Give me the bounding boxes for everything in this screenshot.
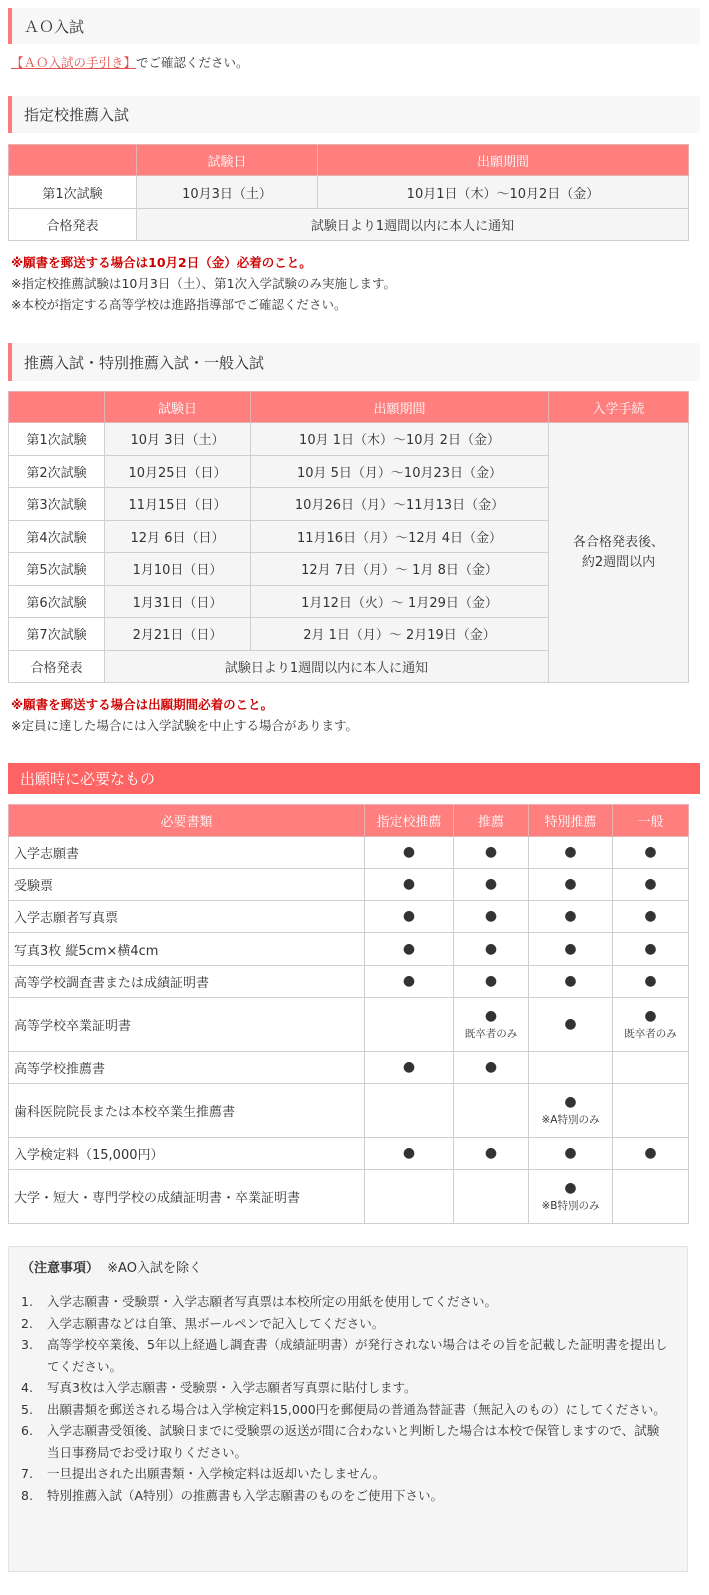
- list-text: 出願書類を郵送される場合は入学検定料15,000円を郵便局の普通為替証書（無記入のもの）にしてください。: [47, 1401, 666, 1417]
- requirement-cell: [529, 933, 613, 966]
- required-mark: ●: [564, 940, 577, 957]
- application-period: 12月 7日（月）〜 1月 8日（金）: [251, 553, 549, 586]
- list-item: [21, 1313, 671, 1335]
- shitei-notes: [11, 252, 396, 315]
- procedure-text: 約2週間以内: [581, 554, 656, 570]
- warning-note: ※願書を郵送する場合は10月2日（金）必着のこと。: [11, 255, 312, 270]
- required-mark: ●: [644, 1007, 657, 1024]
- row-label: 合格発表: [9, 650, 105, 683]
- heading-text: 出願時に必要なもの: [20, 770, 156, 788]
- requirement-cell: [454, 869, 529, 901]
- section-heading-shitei: [8, 96, 700, 133]
- requirement-cell: [613, 933, 689, 966]
- required-mark: ●: [644, 844, 657, 860]
- document-name: 歯科医院院長または本校卒業生推薦書: [9, 1084, 365, 1138]
- table-header-row: [9, 392, 689, 423]
- announcement-text: 試験日より1週間以内に本人に通知: [105, 650, 549, 683]
- requirement-cell: [613, 869, 689, 901]
- table-row: [9, 966, 689, 998]
- requirement-cell: [529, 901, 613, 933]
- exam-date: 11月15日（日）: [105, 488, 251, 521]
- list-number: 7.: [21, 1466, 33, 1481]
- list-number: 2.: [21, 1315, 33, 1331]
- exam-date: 2月21日（日）: [105, 618, 251, 651]
- exam-date: 1月31日（日）: [105, 585, 251, 618]
- required-mark: ●: [644, 973, 657, 989]
- row-label: 第1次試験: [9, 423, 105, 456]
- row-label: 第1次試験: [9, 176, 137, 209]
- application-period: 10月 5日（月）〜10月23日（金）: [251, 455, 549, 488]
- section-heading-general: [8, 343, 700, 381]
- heading-text: 指定校推薦入試: [24, 106, 130, 124]
- required-mark: ●: [644, 908, 657, 924]
- table-row: [9, 176, 689, 209]
- required-mark: ●: [484, 940, 498, 957]
- document-name: 写真3枚 縦5cm×横4cm: [9, 933, 365, 966]
- row-label: 第4次試験: [9, 520, 105, 553]
- required-mark: ●: [564, 1145, 577, 1161]
- list-text: 特別推薦入試（A特別）の推薦書も入学志願書のものをご使用下さい。: [47, 1487, 444, 1503]
- exam-date: 10月 3日（土）: [105, 423, 251, 456]
- requirement-cell: [365, 901, 454, 933]
- general-schedule-table: [8, 391, 689, 683]
- requirement-cell: [613, 837, 689, 869]
- row-label: 第6次試験: [9, 585, 105, 618]
- required-mark: ●: [402, 844, 416, 860]
- notes-box: [8, 1246, 688, 1572]
- table-row: [9, 1170, 689, 1224]
- section-heading-documents: [8, 763, 700, 794]
- requirement-cell: [454, 966, 529, 998]
- required-mark: ●: [402, 1145, 416, 1161]
- general-notes: [11, 694, 358, 736]
- list-text: 一旦提出された出願書類・入学検定料は返却いたしません。: [47, 1466, 386, 1481]
- list-text: 入学志願書・受験票・入学志願者写真票は本校所定の用紙を使用してください。: [47, 1294, 498, 1309]
- required-mark: ●: [484, 908, 498, 924]
- requirement-cell: [365, 1052, 454, 1084]
- application-period: 10月 1日（木）〜10月 2日（金）: [251, 423, 549, 456]
- section-heading-ao: [8, 8, 700, 44]
- table-row: [9, 423, 689, 456]
- table-header: 推薦: [454, 805, 529, 837]
- requirement-cell: [529, 1138, 613, 1170]
- required-mark: ●: [564, 908, 577, 924]
- required-mark: ●: [402, 876, 416, 892]
- requirement-cell: [613, 998, 689, 1052]
- list-text: 入学志願書などは自筆、黒ボールペンで記入してください。: [47, 1315, 385, 1331]
- required-mark: ●: [484, 973, 498, 989]
- document-name: 入学検定料（15,000円）: [9, 1138, 365, 1170]
- exam-date: 1月10日（日）: [105, 553, 251, 586]
- list-text: 高等学校卒業後、5年以上経過し調査書（成績証明書）が発行されない場合はその旨を記載した証明書を提出してください。: [47, 1337, 668, 1374]
- application-period: 1月12日（火）〜 1月29日（金）: [251, 585, 549, 618]
- table-header: 入学手続: [549, 392, 689, 423]
- list-item: [21, 1377, 671, 1399]
- exam-date: 12月 6日（日）: [105, 520, 251, 553]
- list-item: [21, 1420, 671, 1463]
- ao-guide-line: [11, 52, 249, 73]
- required-mark: ●: [402, 908, 416, 924]
- notes-subtitle: ※AO入試を除く: [107, 1261, 202, 1276]
- required-mark: ●: [484, 1059, 498, 1075]
- table-header: 特別推薦: [529, 805, 613, 837]
- table-row: [9, 869, 689, 901]
- heading-text: ＡＯ入試: [24, 17, 85, 36]
- table-row: [9, 901, 689, 933]
- row-label: 合格発表: [9, 209, 137, 241]
- requirement-cell: [365, 966, 454, 998]
- list-number: 8.: [21, 1487, 33, 1503]
- list-item: [21, 1463, 671, 1485]
- required-mark: ●: [402, 940, 416, 957]
- table-header: 必要書類: [9, 805, 365, 837]
- notes-title-text: （注意事項）: [21, 1261, 100, 1276]
- application-period: 10月26日（月）〜11月13日（金）: [251, 488, 549, 521]
- exam-date: 10月3日（土）: [137, 176, 318, 209]
- requirement-cell: [529, 1170, 613, 1224]
- procedure-text: 各合格発表後、: [572, 534, 664, 550]
- table-header: [9, 145, 137, 176]
- note: ※定員に達した場合には入学試験を中止する場合があります。: [11, 718, 358, 733]
- table-header: 出願期間: [251, 392, 549, 423]
- row-label: 第3次試験: [9, 488, 105, 521]
- requirement-cell: [454, 998, 529, 1052]
- required-mark: ●: [644, 1145, 657, 1161]
- row-label: 第2次試験: [9, 455, 105, 488]
- row-label: 第5次試験: [9, 553, 105, 586]
- application-period: 10月1日（木）〜10月2日（金）: [318, 176, 689, 209]
- document-name: 受験票: [9, 869, 365, 901]
- required-mark: ●: [644, 940, 657, 957]
- requirement-cell: [454, 837, 529, 869]
- requirement-cell: [365, 1084, 454, 1138]
- table-header: 試験日: [137, 145, 318, 176]
- list-number: 1.: [21, 1294, 33, 1309]
- document-name: 高等学校調査書または成績証明書: [9, 966, 365, 998]
- requirement-cell: [454, 933, 529, 966]
- table-row: [9, 998, 689, 1052]
- requirement-cell: [454, 1170, 529, 1224]
- document-name: 入学志願者写真票: [9, 901, 365, 933]
- table-row: [9, 1138, 689, 1170]
- list-item: [21, 1334, 671, 1377]
- list-number: 3.: [21, 1337, 33, 1352]
- required-mark: ●: [564, 1016, 577, 1032]
- list-item: [21, 1399, 671, 1421]
- list-number: 6.: [21, 1423, 33, 1438]
- document-name: 入学志願書: [9, 837, 365, 869]
- table-row: [9, 837, 689, 869]
- requirement-cell: [613, 1084, 689, 1138]
- notes-list: [21, 1291, 671, 1506]
- requirement-cell: [529, 869, 613, 901]
- table-header: 出願期間: [318, 145, 689, 176]
- list-item: [21, 1291, 671, 1313]
- announcement-text: 試験日より1週間以内に本人に通知: [137, 209, 689, 241]
- table-header: 試験日: [105, 392, 251, 423]
- required-mark: ●: [564, 876, 577, 892]
- requirement-cell: [529, 998, 613, 1052]
- shitei-schedule-table: [8, 144, 689, 241]
- table-header: 指定校推薦: [365, 805, 454, 837]
- application-period: 11月16日（月）〜12月 4日（金）: [251, 520, 549, 553]
- application-period: 2月 1日（月）〜 2月19日（金）: [251, 618, 549, 651]
- heading-text: 推薦入試・特別推薦入試・一般入試: [24, 353, 265, 372]
- requirement-cell: [613, 1052, 689, 1084]
- requirement-cell: [365, 1170, 454, 1224]
- note: ※指定校推薦試験は10月3日（土）、第1次入学試験のみ実施します。: [11, 276, 397, 291]
- requirement-note: 既卒者のみ: [464, 1027, 518, 1040]
- requirement-cell: [613, 966, 689, 998]
- document-name: 高等学校卒業証明書: [9, 998, 365, 1052]
- requirement-note: ※A特別のみ: [541, 1113, 600, 1126]
- required-mark: ●: [564, 973, 577, 989]
- requirement-cell: [529, 837, 613, 869]
- table-header: [9, 392, 105, 423]
- required-mark: ●: [484, 1145, 498, 1161]
- requirement-cell: [454, 1052, 529, 1084]
- required-mark: ●: [484, 1007, 498, 1024]
- required-mark: ●: [484, 844, 498, 860]
- table-row: [9, 209, 689, 241]
- required-documents-table: [8, 804, 689, 1224]
- table-header-row: [9, 805, 689, 837]
- notes-title: [21, 1257, 202, 1276]
- ao-guide-suffix: でご確認ください。: [136, 55, 249, 70]
- document-name: 大学・短大・専門学校の成績証明書・卒業証明書: [9, 1170, 365, 1224]
- table-row: [9, 933, 689, 966]
- document-name: 高等学校推薦書: [9, 1052, 365, 1084]
- requirement-cell: [529, 1084, 613, 1138]
- warning-note: ※願書を郵送する場合は出願期間必着のこと。: [11, 697, 274, 712]
- required-mark: ●: [564, 1093, 577, 1110]
- table-row: [9, 1084, 689, 1138]
- note: ※本校が指定する高等学校は進路指導部でご確認ください。: [11, 297, 347, 312]
- requirement-cell: [613, 1138, 689, 1170]
- requirement-cell: [529, 1052, 613, 1084]
- list-number: 5.: [21, 1401, 33, 1417]
- requirement-cell: [454, 1138, 529, 1170]
- table-row: [9, 1052, 689, 1084]
- exam-date: 10月25日（日）: [105, 455, 251, 488]
- requirement-cell: [365, 869, 454, 901]
- required-mark: ●: [484, 876, 498, 892]
- table-header-row: [9, 145, 689, 176]
- requirement-cell: [454, 1084, 529, 1138]
- requirement-cell: [454, 901, 529, 933]
- required-mark: ●: [402, 1059, 416, 1075]
- required-mark: ●: [564, 844, 577, 860]
- requirement-cell: [613, 901, 689, 933]
- list-text: 写真3枚は入学志願書・受験票・入学志願者写真票に貼付します。: [47, 1380, 417, 1395]
- requirement-cell: [365, 837, 454, 869]
- required-mark: ●: [402, 973, 416, 989]
- list-item: [21, 1485, 671, 1507]
- requirement-cell: [365, 1138, 454, 1170]
- requirement-cell: [613, 1170, 689, 1224]
- required-mark: ●: [564, 1179, 577, 1196]
- row-label: 第7次試験: [9, 618, 105, 651]
- requirement-note: 既卒者のみ: [624, 1027, 677, 1040]
- list-text: 入学志願書受領後、試験日までに受験票の返送が間に合わないと判断した場合は本校で保管しますので、試験当日事務局でお受け取りください。: [47, 1423, 660, 1460]
- requirement-cell: [529, 966, 613, 998]
- requirement-cell: [365, 998, 454, 1052]
- table-header: 一般: [613, 805, 689, 837]
- requirement-note: ※B特別のみ: [541, 1199, 600, 1212]
- ao-guide-link[interactable]: 【ＡＯ入試の手引き】: [11, 55, 137, 70]
- list-number: 4.: [21, 1380, 33, 1395]
- required-mark: ●: [644, 876, 657, 892]
- requirement-cell: [365, 933, 454, 966]
- procedure-cell: [549, 423, 689, 683]
